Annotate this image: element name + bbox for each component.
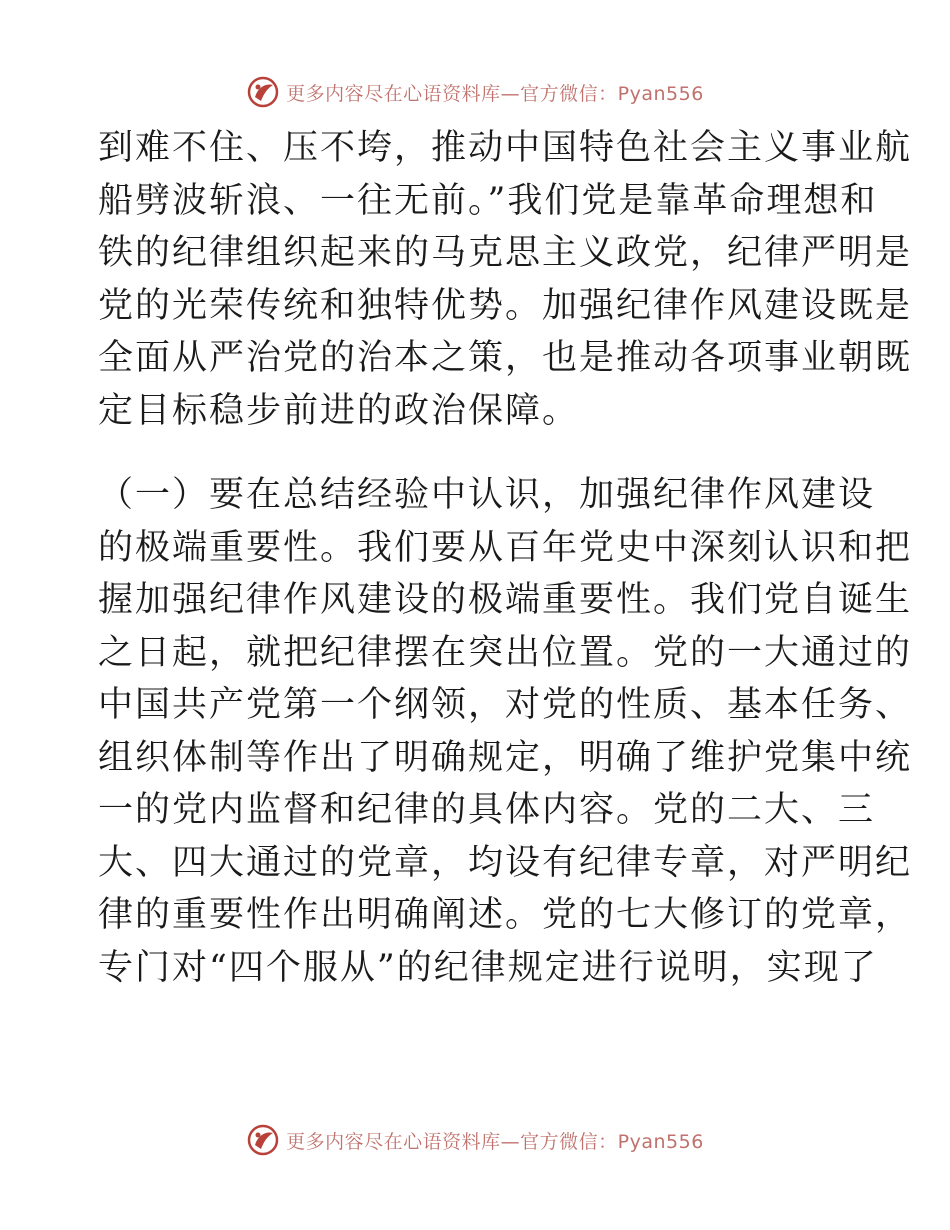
- text-line: 大、四大通过的党章，均设有纪律专章，对严明纪: [98, 842, 913, 883]
- header-separator: —: [500, 82, 521, 105]
- text-line: 握加强纪律作风建设的极端重要性。我们党自诞生: [98, 580, 913, 620]
- footer-wechat: 官方微信：Pyan556: [520, 1130, 704, 1153]
- text-line: 船劈波斩浪、一往无前。”我们党是靠革命理想和: [98, 180, 878, 221]
- text-line: 的极端重要性。我们要从百年党史中深刻认识和把: [98, 527, 913, 568]
- header-site-name: 更多内容尽在心语资料库: [286, 82, 501, 105]
- text-line: 中国共产党第一个纲领，对党的性质、基本任务、: [98, 685, 913, 725]
- text-line: 组织体制等作出了明确规定，明确了维护党集中统: [98, 737, 913, 778]
- footer-banner-text: [286, 1127, 704, 1154]
- text-line: 之日起，就把纪律摆在突出位置。党的一大通过的: [98, 632, 913, 673]
- header-banner-text: [286, 79, 704, 106]
- paragraph-1: [98, 122, 913, 437]
- text-line: 铁的纪律组织起来的马克思主义政党，纪律严明是: [98, 233, 913, 273]
- text-line: 定目标稳步前进的政治保障。: [98, 390, 580, 431]
- text-line: 一的党内监督和纪律的具体内容。党的二大、三: [98, 790, 876, 830]
- header-banner: [0, 70, 950, 114]
- footer-site-name: 更多内容尽在心语资料库: [286, 1130, 501, 1153]
- text-line: 到难不住、压不垮，推动中国特色社会主义事业航: [98, 128, 913, 168]
- text-line: 专门对“四个服从”的纪律规定进行说明，实现了: [98, 947, 878, 988]
- footer-banner: [0, 1118, 950, 1162]
- text-line: 党的光荣传统和独特优势。加强纪律作风建设既是: [98, 285, 913, 326]
- footer-separator: —: [500, 1130, 521, 1153]
- text-line: （一）要在总结经验中认识，加强纪律作风建设: [98, 475, 876, 515]
- paragraph-2: [98, 469, 913, 994]
- header-wechat: 官方微信：Pyan556: [520, 82, 704, 105]
- library-logo-icon: [246, 75, 280, 109]
- library-logo-icon: [246, 1123, 280, 1157]
- text-line: 律的重要性作出明确阐述。党的七大修订的党章，: [98, 895, 913, 935]
- text-line: 全面从严治党的治本之策，也是推动各项事业朝既: [98, 338, 913, 378]
- document-body: [98, 122, 913, 994]
